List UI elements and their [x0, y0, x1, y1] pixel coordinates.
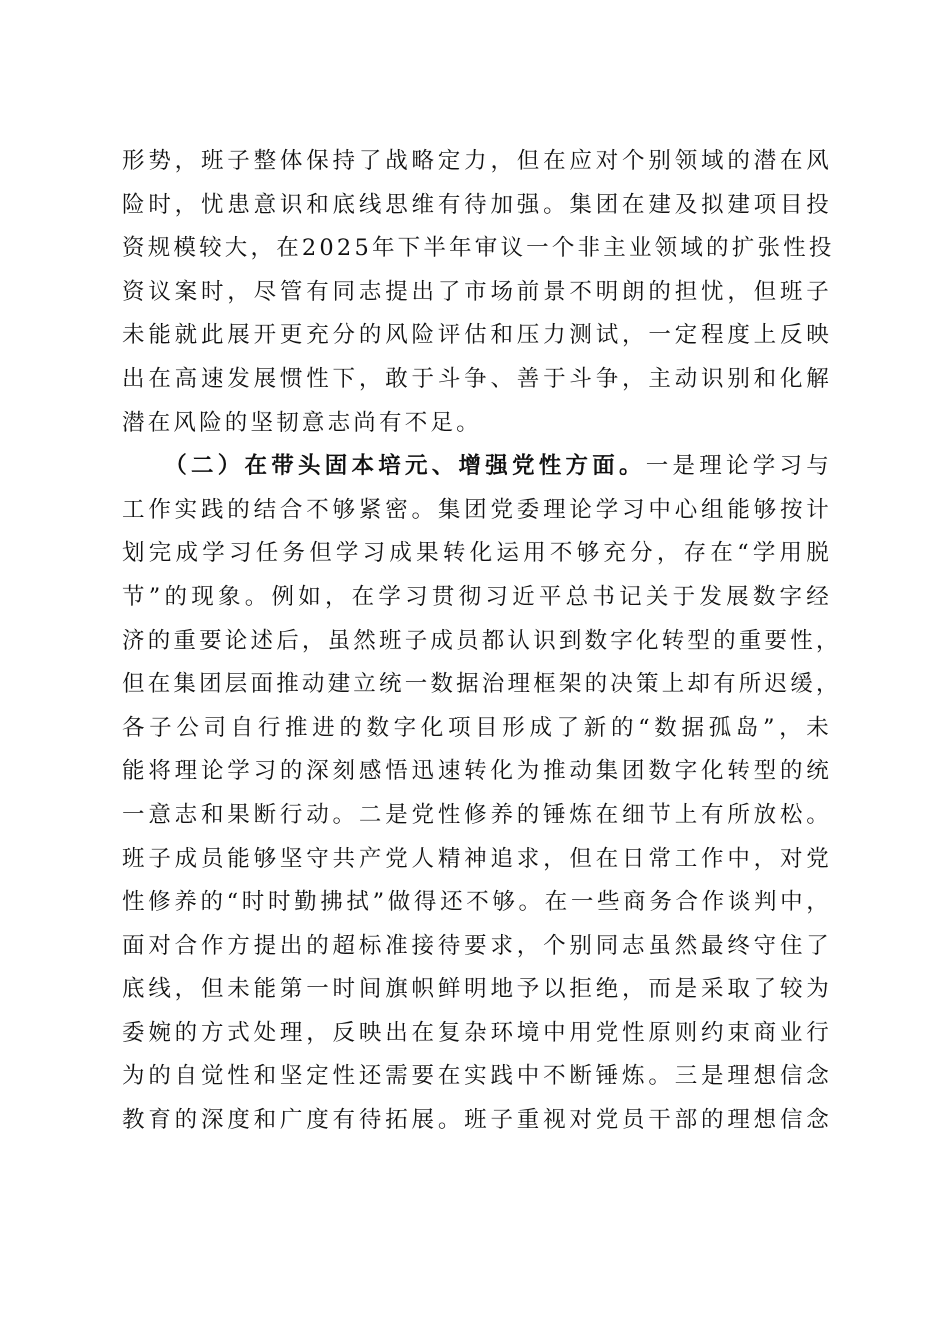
text-line: 为的自觉性和坚定性还需要在实践中不断锤炼。三是理想信念 — [122, 1063, 832, 1090]
text-line: 底线，但未能第一时间旗帜鲜明地予以拒绝，而是采取了较为 — [122, 976, 832, 1003]
text-line: 出在高速发展惯性下，敢于斗争、善于斗争，主动识别和化解 — [122, 365, 832, 392]
text-line: 性修养的“时时勤拂拭”做得还不够。在一些商务合作谈判中， — [122, 889, 832, 916]
text-line: 济的重要论述后，虽然班子成员都认识到数字化转型的重要性， — [122, 627, 842, 654]
text-line: 潜在风险的坚韧意志尚有不足。 — [122, 409, 482, 436]
text-line: 各子公司自行推进的数字化项目形成了新的“数据孤岛”，未 — [122, 714, 832, 741]
text-line: 未能就此展开更充分的风险评估和压力测试，一定程度上反映 — [122, 322, 832, 349]
paragraph-2 — [122, 445, 842, 1143]
paragraph-1 — [122, 140, 835, 445]
text-line: 节”的现象。例如，在学习贯彻习近平总书记关于发展数字经 — [122, 583, 832, 610]
text-line: 但在集团层面推动建立统一数据治理框架的决策上却有所迟缓， — [122, 671, 842, 698]
text-line: 一意志和果断行动。二是党性修养的锤炼在细节上有所放松。 — [122, 801, 832, 828]
paragraph-indent — [122, 453, 176, 479]
text-line: 教育的深度和广度有待拓展。班子重视对党员干部的理想信念 — [122, 1107, 832, 1134]
text-line: 能将理论学习的深刻感悟迅速转化为推动集团数字化转型的统 — [122, 758, 832, 785]
text-line: 委婉的方式处理，反映出在复杂环境中用党性原则约束商业行 — [122, 1019, 832, 1046]
body-text — [122, 140, 842, 1143]
text-line: 班子成员能够坚守共产党人精神追求，但在日常工作中，对党 — [122, 845, 832, 872]
text-line: 工作实践的结合不够紧密。集团党委理论学习中心组能够按计 — [122, 496, 832, 523]
text-line: 资议案时，尽管有同志提出了市场前景不明朗的担忧，但班子 — [122, 278, 832, 305]
text-line: 险时，忧患意识和底线思维有待加强。集团在建及拟建项目投 — [122, 191, 832, 218]
text-line: 面对合作方提出的超标准接待要求，个别同志虽然最终守住了 — [122, 932, 832, 959]
heading-line-rest: 一是理论学习与 — [645, 453, 833, 480]
text-line: 划完成学习任务但学习成果转化运用不够充分，存在“学用脱 — [122, 540, 832, 567]
section-heading: （二）在带头固本培元、增强党性方面。 — [175, 453, 646, 480]
text-line — [122, 445, 832, 489]
text-line: 形势，班子整体保持了战略定力，但在应对个别领域的潜在风 — [122, 148, 832, 174]
text-line: 资规模较大，在2025年下半年审议一个非主业领域的扩张性投 — [122, 235, 835, 262]
